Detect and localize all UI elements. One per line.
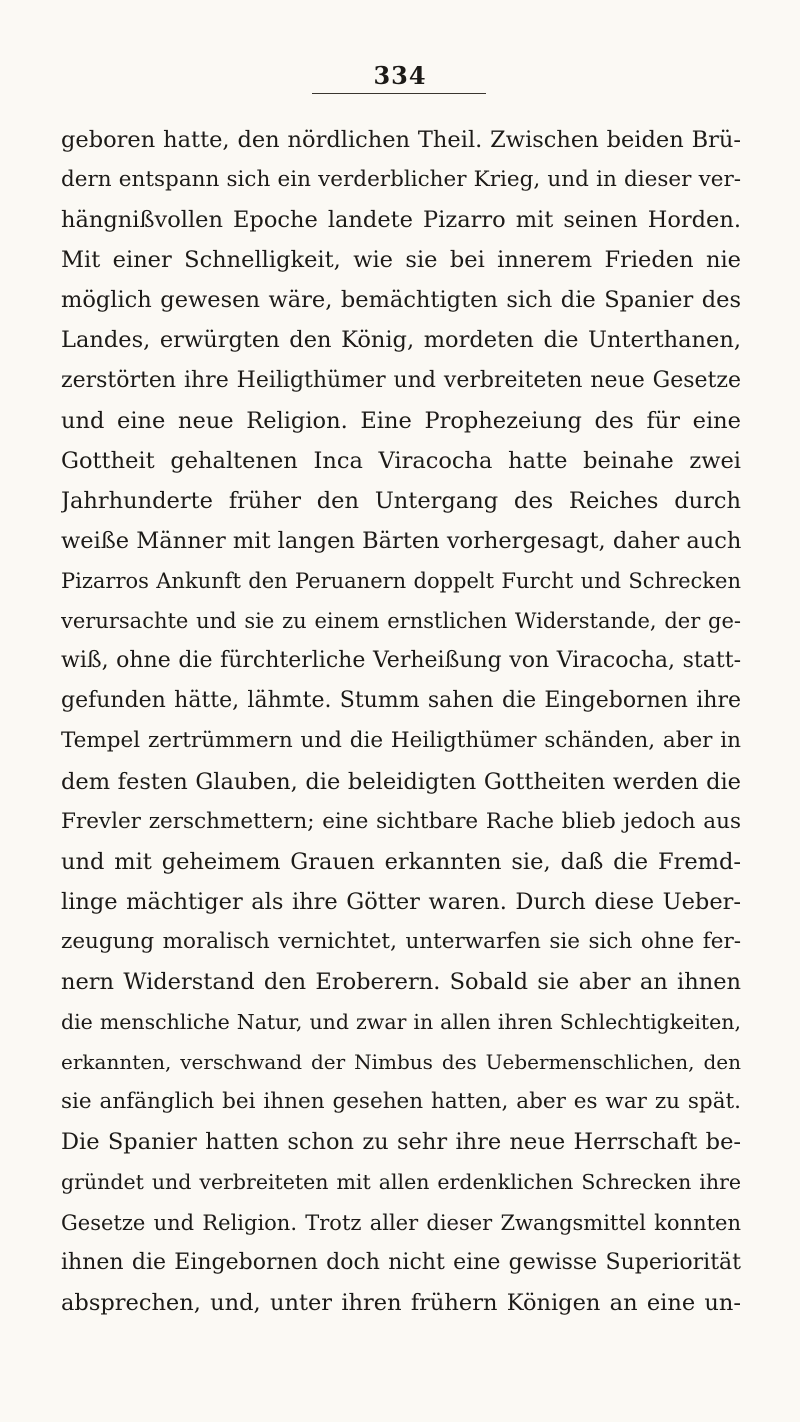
text-line: verursachte und sie zu einem ernstlichen Widerstande, der ge- bbox=[61, 609, 741, 634]
text-line: zerstörten ihre Heiligthümer und verbreiteten neue Gesetze bbox=[61, 367, 741, 393]
text-line: ihnen die Eingebornen doch nicht eine gewisse Superiorität bbox=[61, 1249, 741, 1275]
text-line: Mit einer Schnelligkeit, wie sie bei innerem Frieden nie bbox=[61, 247, 741, 274]
text-line: Pizarros Ankunft den Peruanern doppelt Furcht und Schrecken bbox=[61, 569, 741, 594]
text-line: Gottheit gehaltenen Inca Viracocha hatte beinahe zwei bbox=[61, 447, 741, 474]
text-line: geboren hatte, den nördlichen Theil. Zwischen beiden Brü- bbox=[61, 127, 741, 153]
text-line: erkannten, verschwand der Nimbus des Uebermenschlichen, den bbox=[61, 1050, 741, 1075]
text-line: sie anfänglich bei ihnen gesehen hatten, aber es war zu spät. bbox=[61, 1089, 741, 1115]
text-line: gründet und verbreiteten mit allen erdenklichen Schrecken ihre bbox=[61, 1170, 741, 1195]
header-rule bbox=[312, 93, 486, 94]
text-line: nern Widerstand den Eroberern. Sobald sie aber an ihnen bbox=[61, 968, 741, 995]
text-line: weiße Männer mit langen Bärten vorhergesagt, daher auch bbox=[61, 527, 741, 554]
text-line: Die Spanier hatten schon zu sehr ihre neue Herrschaft be- bbox=[61, 1129, 741, 1156]
text-line: hängnißvollen Epoche landete Pizarro mit seinen Horden. bbox=[61, 207, 741, 234]
text-line: Jahrhunderte früher den Untergang des Reiches durch bbox=[61, 487, 741, 514]
text-line: Gesetze und Religion. Trotz aller dieser Zwangsmittel konnten bbox=[61, 1210, 741, 1235]
body-text bbox=[61, 120, 741, 1323]
text-line: gefunden hätte, lähmte. Stumm sahen die Eingebornen ihre bbox=[61, 688, 741, 714]
text-line: und eine neue Religion. Eine Prophezeiung des für eine bbox=[61, 407, 741, 434]
text-line: möglich gewesen wäre, bemächtigten sich die Spanier des bbox=[61, 287, 741, 314]
text-line: dern entspann sich ein verderblicher Krieg, und in dieser ver- bbox=[61, 167, 741, 193]
text-line: dem festen Glauben, die beleidigten Gottheiten werden die bbox=[61, 768, 741, 795]
text-line: wiß, ohne die fürchterliche Verheißung von Viracocha, statt- bbox=[61, 648, 741, 674]
text-line: zeugung moralisch vernichtet, unterwarfen sie sich ohne fer- bbox=[61, 928, 741, 954]
text-line: Tempel zertrümmern und die Heiligthümer schänden, aber in bbox=[61, 728, 741, 754]
page-number: 334 bbox=[373, 61, 427, 90]
text-line: absprechen, und, unter ihren frühern Königen an eine un- bbox=[61, 1289, 741, 1316]
text-line: und mit geheimem Grauen erkannten sie, daß die Fremd- bbox=[61, 848, 741, 875]
text-line: die menschliche Natur, und zwar in allen ihren Schlechtigkeiten, bbox=[61, 1010, 741, 1035]
text-line: linge mächtiger als ihre Götter waren. Durch diese Ueber- bbox=[61, 888, 741, 915]
text-line: Landes, erwürgten den König, mordeten die Unterthanen, bbox=[61, 327, 741, 354]
text-line: Frevler zerschmettern; eine sichtbare Rache blieb jedoch aus bbox=[61, 808, 741, 834]
